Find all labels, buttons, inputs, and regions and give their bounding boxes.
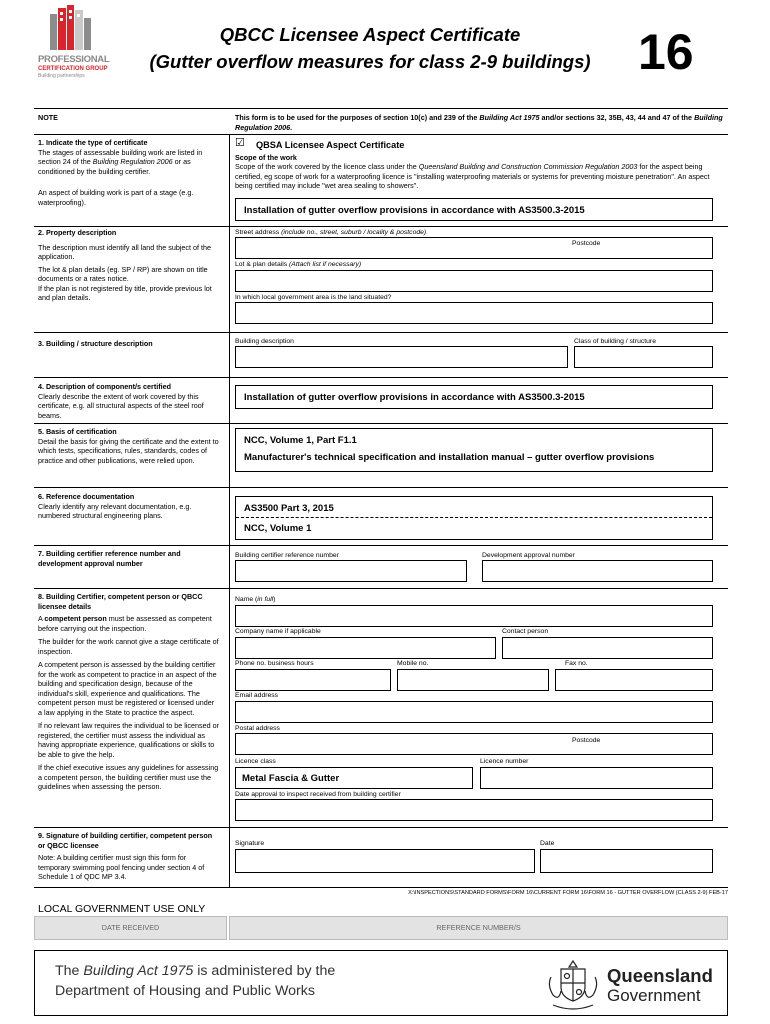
- name-field[interactable]: [235, 605, 713, 627]
- section-9-text: Note: A building certifier must sign this form for temporary swimming pool fencing under section 4 of Schedule 1 of QDC MP 3.4.: [38, 853, 205, 881]
- da-number-label: Development approval number: [482, 552, 575, 559]
- divider: [34, 108, 728, 109]
- date-approval-field[interactable]: [235, 799, 713, 821]
- logo-line1: PROFESSIONAL: [38, 54, 110, 65]
- page-subtitle: (Gutter overflow measures for class 2-9 buildings): [149, 51, 591, 72]
- basis-value-1: NCC, Volume 1, Part F1.1: [244, 435, 357, 446]
- section-8-para5: If the chief executive issues any guidelines for assessing a competent person, the building certifier must use the guidelines when assessing the person.: [38, 763, 219, 791]
- divider: [34, 377, 728, 378]
- postcode-label: Postcode: [572, 737, 601, 744]
- certifier-ref-field[interactable]: [235, 560, 467, 582]
- file-path: X:\INSPECTIONS\STANDARD FORMS\FORM 16\CURRENT FORM 16\FORM 16 - GUTTER OVERFLOW (CLASS 2-9) FEB-17: [408, 890, 728, 896]
- da-number-field[interactable]: [482, 560, 713, 582]
- scope-label: Scope of the work: [235, 153, 297, 162]
- signature-label: Signature: [235, 840, 265, 847]
- phone-field[interactable]: [235, 669, 391, 691]
- section-1-para1: The stages of assessable building work are listed in section 24 of the Building Regulation 2006 or as conditioned by the building certifier.: [38, 147, 203, 176]
- building-logo-icon: [38, 4, 110, 50]
- street-label: Street address (include no., street, suburb / locality & postcode): [235, 229, 427, 236]
- component-value: Installation of gutter overflow provisions in accordance with AS3500.3-2015: [244, 392, 585, 403]
- component-field[interactable]: [235, 385, 713, 409]
- section-9-note: [38, 831, 220, 882]
- scope-description: Scope of the work covered by the licence class under the Queensland Building and Construction Commission Regulation 2003 for the aspect being certified, eg scope of work for a waterproofing licence is "installing waterproofing materials or systems for preventing moisture penetration". An aspect being certified may include "wet area sealing to showers".: [235, 162, 710, 190]
- note-text: This form is to be used for the purposes of section 10(c) and 239 of the Building Act 1975 and/or sections 32, 35B, 43, 44 and 47 of the Building Regulation 2006.: [235, 113, 723, 132]
- section-9-title: 9. Signature of building certifier, competent person or QBCC licensee: [38, 831, 213, 850]
- mobile-label: Mobile no.: [397, 660, 429, 667]
- divider: [34, 423, 728, 424]
- signature-field[interactable]: [235, 849, 535, 873]
- contact-label: Contact person: [502, 628, 549, 635]
- name-label: Name (in full): [235, 596, 276, 603]
- lot-plan-label: Lot & plan details (Attach list if necessary): [235, 261, 362, 268]
- section-6-note: [38, 492, 220, 521]
- scope-field[interactable]: [235, 198, 713, 221]
- local-government-use-label: LOCAL GOVERNMENT USE ONLY: [38, 903, 206, 915]
- date-field[interactable]: [540, 849, 713, 873]
- scope-value: Installation of gutter overflow provisions in accordance with AS3500.3-2015: [244, 205, 585, 216]
- reference-value-2: NCC, Volume 1: [244, 523, 312, 534]
- phone-label: Phone no. business hours: [235, 660, 314, 667]
- fax-label: Fax no.: [565, 660, 588, 667]
- section-4-text: Clearly describe the extent of work covered by this certificate, e.g. all structural aspects of the steel roof beams.: [38, 391, 204, 420]
- logo-line2: CERTIFICATION GROUP: [38, 66, 108, 72]
- date-received-field: DATE RECEIVED: [34, 916, 227, 940]
- footer-banner: [34, 950, 728, 1016]
- queensland-coat-of-arms-icon: [543, 955, 603, 1013]
- queensland-wordmark: Queensland: [607, 965, 713, 986]
- act-statement: The Building Act 1975 is administered by the: [55, 963, 336, 979]
- section-5-title: 5. Basis of certification: [38, 427, 117, 436]
- postal-label: Postal address: [235, 725, 280, 732]
- section-6-text: Clearly identify any relevant documentation, e.g. numbered structural engineering plans.: [38, 501, 192, 520]
- section-4-note: [38, 382, 220, 420]
- reference-value-1: AS3500 Part 3, 2015: [244, 503, 334, 514]
- section-8-para1: A competent person must be assessed as competent before carrying out the inspection.: [38, 614, 212, 633]
- mobile-field[interactable]: [397, 669, 549, 691]
- building-description-field[interactable]: [235, 346, 568, 368]
- licence-class-field[interactable]: [235, 767, 473, 789]
- email-field[interactable]: [235, 701, 713, 723]
- reference-field[interactable]: [235, 496, 713, 540]
- checkbox-checked-icon[interactable]: ☑: [235, 137, 245, 149]
- column-divider: [229, 134, 230, 887]
- building-class-field[interactable]: [574, 346, 713, 368]
- company-label: Company name if applicable: [235, 628, 321, 635]
- street-address-field[interactable]: [235, 237, 713, 259]
- divider: [34, 588, 728, 589]
- basis-value-2: Manufacturer's technical specification and installation manual – gutter overflow provisions: [244, 452, 655, 463]
- note-label: NOTE: [38, 113, 58, 122]
- divider: [236, 517, 712, 518]
- licence-class-label: Licence class: [235, 758, 276, 765]
- section-4-title: 4. Description of component/s certified: [38, 382, 171, 391]
- divider: [34, 545, 728, 546]
- section-2-para1: The description must identify all land the subject of the application.: [38, 242, 211, 261]
- section-1-title: 1. Indicate the type of certificate: [38, 138, 148, 147]
- lga-field[interactable]: [235, 302, 713, 324]
- section-6-title: 6. Reference documentation: [38, 492, 135, 501]
- section-1-note: [38, 138, 220, 207]
- section-8-para4: If no relevant law requires the individual to be licensed or registered, the certifier must assess the individual as having appropriate experience, qualifications or skills to be able to give the help.: [38, 721, 219, 759]
- lga-label: In which local government area is the land situated?: [235, 294, 392, 301]
- building-class-label: Class of building / structure: [574, 338, 656, 345]
- date-approval-label: Date approval to inspect received from building certifier: [235, 791, 401, 798]
- section-2-title: 2. Property description: [38, 228, 117, 237]
- section-2-para3: If the plan is not registered by title, provide previous lot and plan details.: [38, 283, 212, 302]
- section-1-para2: An aspect of building work is part of a stage (e.g. waterproofing).: [38, 188, 194, 207]
- divider: [34, 827, 728, 828]
- logo-line3: Building partnerships: [38, 73, 85, 79]
- reference-numbers-field: REFERENCE NUMBER/S: [229, 916, 728, 940]
- divider: [34, 226, 728, 227]
- licence-number-field[interactable]: [480, 767, 713, 789]
- building-description-label: Building description: [235, 338, 294, 345]
- certificate-type: QBSA Licensee Aspect Certificate: [256, 140, 405, 150]
- postcode-label: Postcode: [572, 240, 601, 247]
- department-name: Department of Housing and Public Works: [55, 983, 315, 999]
- section-8-title: 8. Building Certifier, competent person or QBCC licensee details: [38, 592, 203, 611]
- certifier-ref-label: Building certifier reference number: [235, 552, 339, 559]
- company-logo: [38, 4, 110, 78]
- government-wordmark: Government: [607, 986, 701, 1005]
- divider: [34, 332, 728, 333]
- licence-number-label: Licence number: [480, 758, 529, 765]
- divider: [34, 887, 728, 888]
- section-7-title: 7. Building certifier reference number and development approval number: [38, 549, 181, 568]
- postal-field[interactable]: [235, 733, 713, 755]
- form-number: 16: [638, 24, 694, 80]
- page-title: QBCC Licensee Aspect Certificate: [219, 24, 521, 45]
- section-5-note: [38, 427, 220, 465]
- email-label: Email address: [235, 692, 279, 699]
- section-8-para3: A competent person is assessed by the building certifier for the work as competent to practice in an aspect of the building and specification design, because of the individual's skill, experience and qualifications. The competent person must be registered or licensed under a law applying in the State to practice the aspect.: [38, 660, 217, 717]
- company-field[interactable]: [235, 637, 496, 659]
- date-label: Date: [540, 840, 555, 847]
- section-2-note: [38, 228, 220, 303]
- divider: [34, 134, 728, 135]
- licence-class-value: Metal Fascia & Gutter: [242, 773, 340, 784]
- divider: [34, 487, 728, 488]
- basis-field[interactable]: [235, 428, 713, 472]
- contact-field[interactable]: [502, 637, 713, 659]
- section-8-para2: The builder for the work cannot give a stage certificate of inspection.: [38, 637, 219, 656]
- section-8-note: [38, 592, 220, 796]
- section-5-text: Detail the basis for giving the certificate and the extent to which tests, specifications, rules, standards, codes of practice and other publications, were relied upon.: [38, 436, 219, 465]
- section-2-para2: The lot & plan details (eg. SP / RP) are shown on title documents or a rates notice.: [38, 264, 208, 283]
- lot-plan-field[interactable]: [235, 270, 713, 292]
- fax-field[interactable]: [555, 669, 713, 691]
- section-3-title: 3. Building / structure description: [38, 339, 153, 348]
